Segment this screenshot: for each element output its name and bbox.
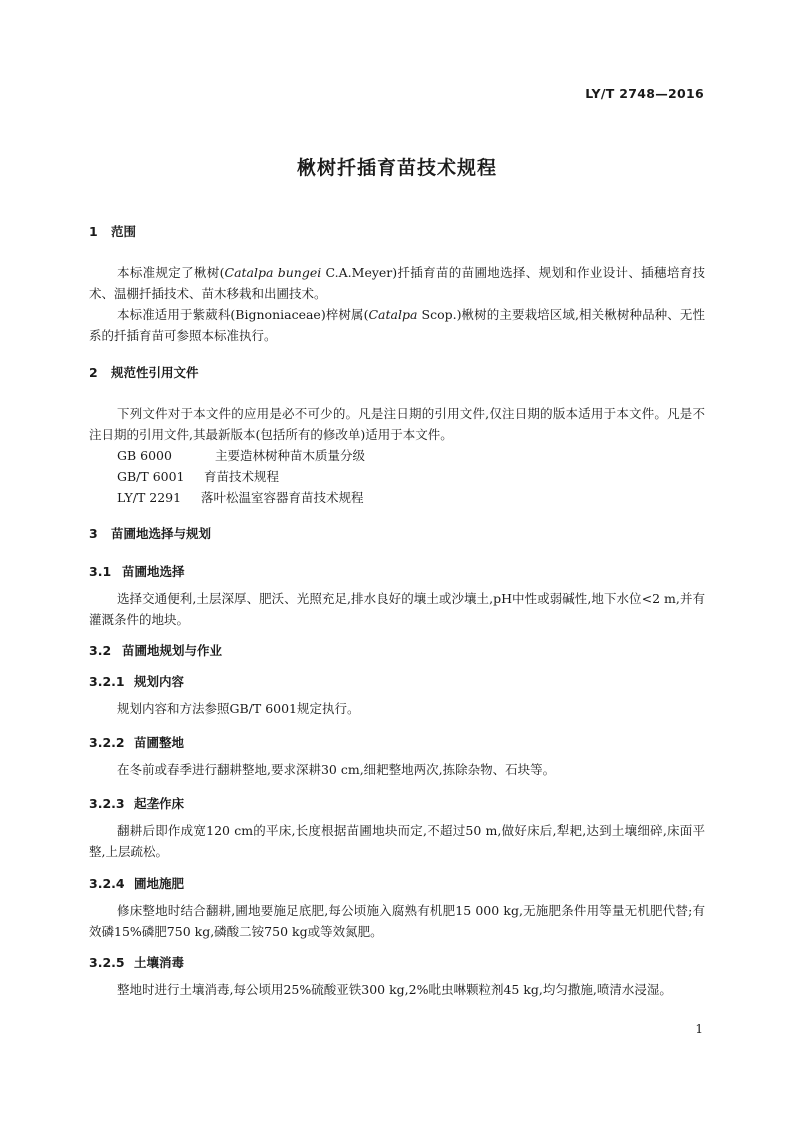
reference-name: 育苗技术规程 [204, 469, 280, 484]
page-number: 1 [695, 1022, 703, 1036]
section-number: 2 [89, 365, 98, 380]
subsection-3-2-5-paragraph: 整地时进行土壤消毒,每公顷用25%硫酸亚铁300 kg,2%吡虫啉颗粒剂45 kg,均匀撒施,喷清水浸湿。 [117, 982, 672, 997]
text-run: Scop.)楸树的主要栽培区域,相关楸树种品种、无性系的扦插育苗可参照本标准执行。 [89, 307, 705, 343]
reference-name: 主要造林树种苗木质量分级 [215, 448, 366, 463]
reference-code: GB/T 6001 [117, 469, 185, 484]
section-title: 土壤消毒 [134, 955, 185, 970]
subsection-3-2-4-paragraph: 修床整地时结合翻耕,圃地要施足底肥,每公顷施入腐熟有机肥15 000 kg,无施肥条件用等量无机肥代替;有效磷15%磷肥750 kg,磷酸二铵750 kg或等效氮肥。 [89, 903, 705, 939]
section-number: 3.2.4 [89, 876, 125, 891]
latin-name: Catalpa [368, 307, 418, 322]
text-run: C.A.Meyer)扦插育苗的苗圃地选择、规划和作业设计、插穗培育技术、温棚扦插技术、苗木移栽和出圃技术。 [89, 265, 705, 301]
subsection-3-2-1-paragraph: 规划内容和方法参照GB/T 6001规定执行。 [117, 701, 360, 716]
section-title: 苗圃地选择与规划 [111, 526, 212, 541]
section-number: 3.2.2 [89, 735, 125, 750]
section-2-heading [89, 363, 199, 381]
reference-code: LY/T 2291 [117, 490, 182, 505]
section-number: 1 [89, 224, 98, 239]
subsection-3-1-heading [89, 562, 185, 580]
section-title: 规划内容 [134, 674, 185, 689]
subsection-3-2-1-heading [89, 672, 184, 690]
section-title: 规范性引用文件 [111, 365, 199, 380]
section-number: 3.2.3 [89, 796, 125, 811]
subsection-3-2-heading [89, 641, 222, 659]
section-title: 起垄作床 [134, 796, 185, 811]
subsection-3-2-2-heading [89, 733, 184, 751]
section-number: 3.1 [89, 564, 112, 579]
subsection-3-2-2-paragraph: 在冬前或春季进行翻耕整地,要求深耕30 cm,细耙整地两次,拣除杂物、石块等。 [117, 762, 556, 777]
subsection-3-2-3-paragraph: 翻耕后即作成宽120 cm的平床,长度根据苗圃地块而定,不超过50 m,做好床后,犁耙,达到土壤细碎,床面平整,上层疏松。 [89, 823, 705, 859]
subsection-3-2-3-heading [89, 794, 184, 812]
reference-item [117, 445, 365, 466]
section-1-heading [89, 222, 136, 240]
reference-code: GB 6000 [117, 448, 172, 463]
text-run: 本标准规定了楸树( [117, 265, 225, 280]
reference-item [117, 466, 279, 487]
subsection-3-2-4-heading [89, 874, 184, 892]
latin-name: Catalpa bungei [224, 265, 322, 280]
section-number: 3.2 [89, 643, 112, 658]
reference-item [117, 487, 364, 508]
section-title: 苗圃地选择 [122, 564, 185, 579]
section-title: 范围 [111, 224, 137, 239]
section-1-paragraph-2 [89, 304, 705, 346]
section-1-paragraph-1 [89, 262, 705, 304]
reference-name: 落叶松温室容器育苗技术规程 [201, 490, 364, 505]
subsection-3-2-5-heading [89, 953, 184, 971]
standard-number: LY/T 2748—2016 [585, 86, 704, 101]
section-number: 3.2.1 [89, 674, 125, 689]
text-run: 本标准适用于紫葳科(Bignoniaceae)梓树属( [117, 307, 369, 322]
section-2-paragraph-1: 下列文件对于本文件的应用是必不可少的。凡是注日期的引用文件,仅注日期的版本适用于本文件。凡是不注日期的引用文件,其最新版本(包括所有的修改单)适用于本文件。 [89, 406, 705, 442]
document-title: 楸树扦插育苗技术规程 [296, 157, 497, 179]
section-title: 圃地施肥 [134, 876, 185, 891]
section-title: 苗圃地规划与作业 [122, 643, 223, 658]
section-number: 3 [89, 526, 98, 541]
section-3-heading [89, 524, 211, 542]
section-number: 3.2.5 [89, 955, 125, 970]
section-title: 苗圃整地 [134, 735, 185, 750]
subsection-3-1-paragraph: 选择交通便利,土层深厚、肥沃、光照充足,排水良好的壤土或沙壤土,pH中性或弱碱性,地下水位<2 m,并有灌溉条件的地块。 [89, 591, 705, 627]
